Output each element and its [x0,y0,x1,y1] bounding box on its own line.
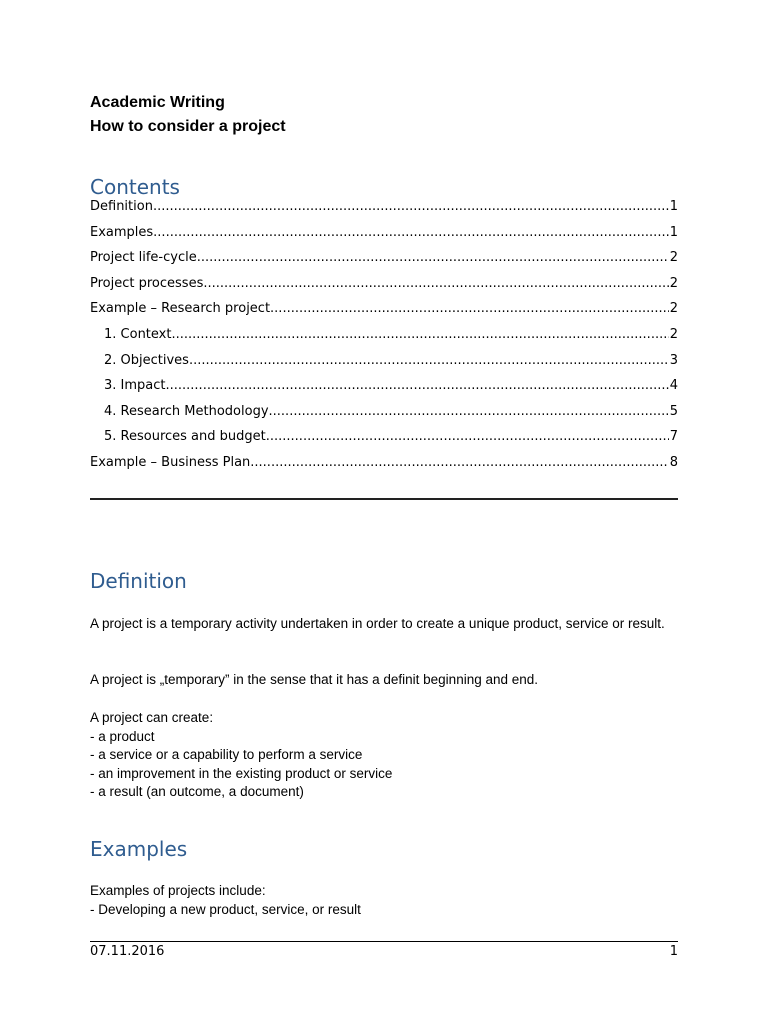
document-title-line-2: How to consider a project [90,118,286,135]
toc-entry-page: 2 [669,275,678,291]
toc-leader-dots [153,225,669,240]
footer-page-number: 1 [669,944,678,959]
toc-entry-page: 2 [669,250,678,266]
definition-list [90,709,678,802]
footer-divider [90,941,678,942]
toc-entry-label: 2. Objectives [104,352,189,368]
list-item: - a result (an outcome, a document) [90,784,304,799]
toc-entry-label: Project processes [90,275,204,291]
toc-entry-project-processes[interactable] [90,276,678,302]
toc-entry-impact[interactable] [90,378,678,404]
toc-entry-label: Example – Research project [90,301,271,317]
toc-entry-project-life-cycle[interactable] [90,250,678,276]
examples-heading: Examples [90,837,188,861]
toc-entry-label: Definition [90,199,153,214]
toc-entry-label: Example – Business Plan [90,454,251,470]
toc-entry-page: 5 [669,403,678,419]
list-intro: A project can create: [90,710,214,725]
list-item: - an improvement in the existing product or service [90,765,393,781]
toc-entry-page: 4 [669,378,678,394]
toc-leader-dots [197,250,669,265]
toc-leader-dots [250,455,668,470]
toc-leader-dots [269,404,669,419]
toc-entry-examples[interactable] [90,225,678,251]
toc-entry-resources-and-budget[interactable] [90,429,678,455]
toc-entry-business-plan[interactable] [90,455,678,481]
toc-entry-page: 2 [669,326,678,342]
examples-intro: Examples of projects include: [90,883,266,898]
contents-heading: Contents [90,175,180,199]
toc-leader-dots [166,378,669,393]
toc-entry-label: 3. Impact [104,378,166,394]
list-item: - Developing a new product, service, or result [90,901,361,917]
toc-leader-dots [203,276,668,291]
document-title-line-1: Academic Writing [90,94,225,111]
toc-entry-label: Project life-cycle [90,250,197,266]
definition-paragraph-2: A project is „temporary” in the sense that it has a definit beginning and end. [90,672,539,687]
toc-entry-label: 1. Context [104,326,172,342]
section-divider [90,498,678,500]
toc-entry-page: 1 [669,224,678,240]
toc-entry-page: 8 [669,454,678,470]
toc-entry-context[interactable] [90,327,678,353]
toc-entry-research-project[interactable] [90,301,678,327]
definition-heading: Definition [90,569,187,593]
toc-leader-dots [270,301,669,316]
toc-leader-dots [189,353,669,368]
toc-entry-page: 1 [669,199,678,214]
examples-paragraph [90,882,678,919]
toc-entry-objectives[interactable] [90,353,678,379]
list-item: - a product [90,728,155,744]
toc-leader-dots [171,327,668,342]
toc-entry-definition[interactable] [90,199,678,225]
toc-leader-dots [266,429,669,444]
toc-entry-label: Examples [90,224,154,240]
toc-entry-label: 4. Research Methodology [104,403,269,419]
toc-entry-page: 3 [669,352,678,368]
footer-date: 07.11.2016 [90,944,165,959]
toc-entry-page: 7 [669,429,678,445]
toc-entry-page: 2 [669,301,678,317]
toc-leader-dots [153,199,669,214]
definition-paragraph-1: A project is a temporary activity undertaken in order to create a unique product, service or result. [90,616,665,631]
toc-entry-research-methodology[interactable] [90,404,678,430]
toc-entry-label: 5. Resources and budget [104,429,266,445]
table-of-contents [90,199,678,481]
list-item: - a service or a capability to perform a service [90,747,363,762]
